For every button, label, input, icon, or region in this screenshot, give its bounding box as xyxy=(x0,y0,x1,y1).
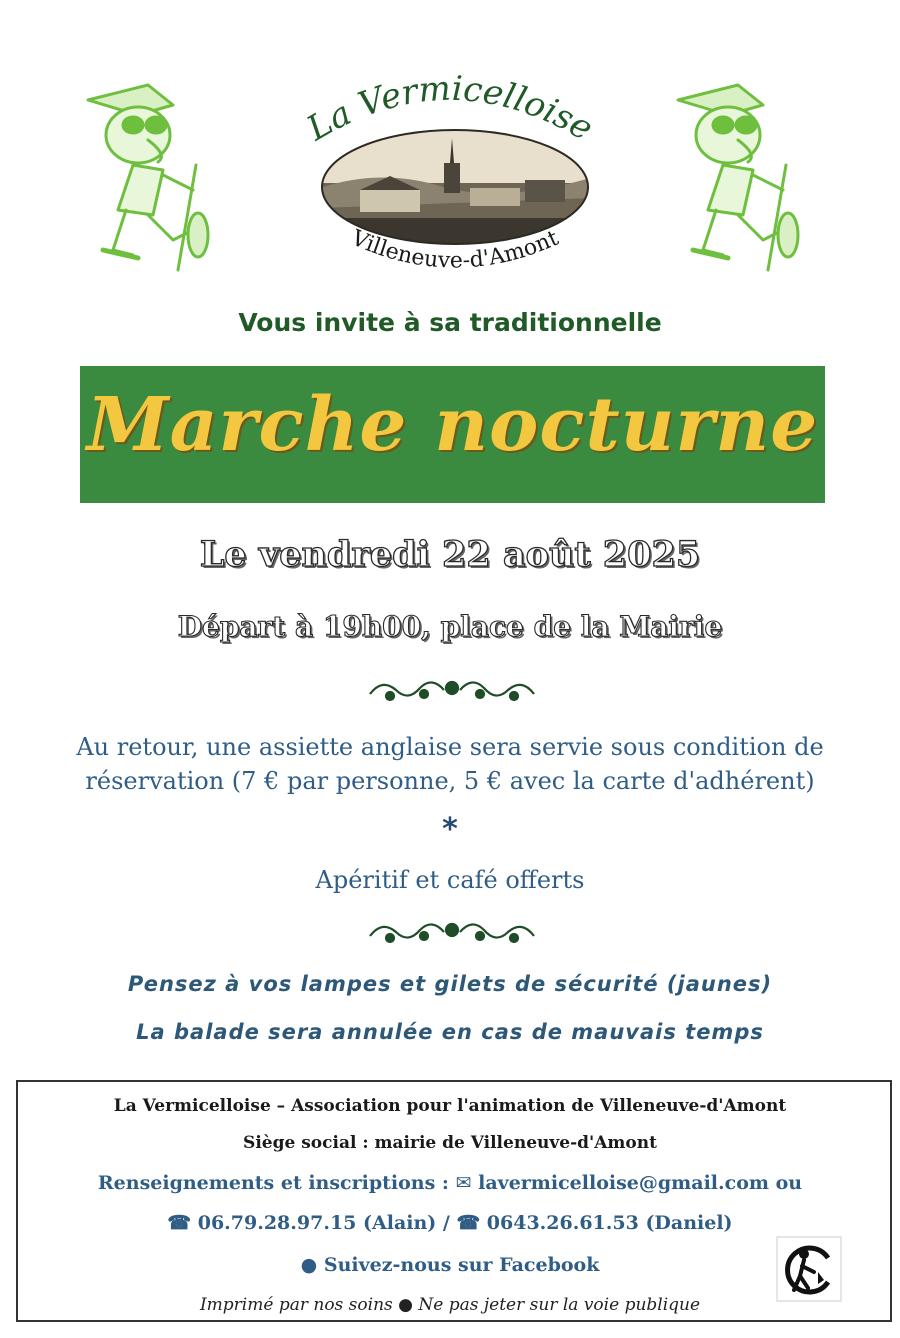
banner-title: Marche nocturne xyxy=(86,382,819,468)
footer-dont-throw: Ne pas jeter sur la voie publique xyxy=(418,1295,701,1315)
ornament-divider-icon xyxy=(362,914,542,950)
departure-info: Départ à 19h00, place de la Mairie xyxy=(177,610,723,643)
hiker-mascot-right-icon xyxy=(668,80,818,275)
note-weather: La balade sera annulée en cas de mauvais temps xyxy=(136,1020,764,1044)
phone-alain[interactable]: 06.79.28.97.15 (Alain) xyxy=(197,1212,437,1234)
siege-line: Siège social : mairie de Villeneuve-d'Amont xyxy=(243,1133,657,1153)
tidyman-icon xyxy=(776,1236,842,1302)
contact-label: Renseignements et inscriptions : xyxy=(97,1172,449,1194)
email-link[interactable]: lavermicelloise@gmail.com xyxy=(478,1172,769,1194)
hiker-mascot-left-icon xyxy=(78,80,228,275)
logo-title-text: La Vermicelloise xyxy=(300,68,600,149)
footer-line xyxy=(0,1295,900,1315)
event-date: Le vendredi 22 août 2025 xyxy=(199,534,701,575)
info-box xyxy=(16,1080,892,1322)
separator-star: * xyxy=(442,812,458,847)
return-line-2: réservation (7 € par personne, 5 € avec la carte d'adhérent) xyxy=(85,767,815,795)
email-suffix: ou xyxy=(775,1172,803,1194)
svg-text:Villeneuve-d'Amont xyxy=(347,225,563,273)
association-line: La Vermicelloise – Association pour l'animation de Villeneuve-d'Amont xyxy=(113,1096,787,1116)
bullet-icon: ● xyxy=(398,1295,413,1315)
footer-printed: Imprimé par nos soins xyxy=(199,1295,393,1315)
envelope-icon: ✉ xyxy=(455,1172,472,1194)
phone-separator: / xyxy=(442,1212,450,1234)
bullet-icon: ● xyxy=(300,1254,318,1276)
ornament-divider-icon xyxy=(362,672,542,708)
return-line-1: Au retour, une assiette anglaise sera servie sous condition de xyxy=(76,733,824,761)
title-banner xyxy=(80,366,825,503)
telephone-icon: ☎ xyxy=(167,1212,192,1234)
phone-daniel[interactable]: 0643.26.61.53 (Daniel) xyxy=(486,1212,733,1234)
note-lamps: Pensez à vos lampes et gilets de sécurité (jaunes) xyxy=(127,972,773,996)
contact-line xyxy=(0,1172,900,1194)
logo-subtitle-text: Villeneuve-d'Amont xyxy=(347,225,563,274)
facebook-link[interactable]: Suivez-nous sur Facebook xyxy=(323,1254,600,1276)
telephone-icon: ☎ xyxy=(456,1212,481,1234)
aperitif-text: Apéritif et café offerts xyxy=(315,866,585,894)
phone-line xyxy=(0,1212,900,1234)
invite-text: Vous invite à sa traditionnelle xyxy=(238,308,662,337)
logo-subtitle xyxy=(320,210,590,290)
facebook-line xyxy=(0,1254,900,1276)
